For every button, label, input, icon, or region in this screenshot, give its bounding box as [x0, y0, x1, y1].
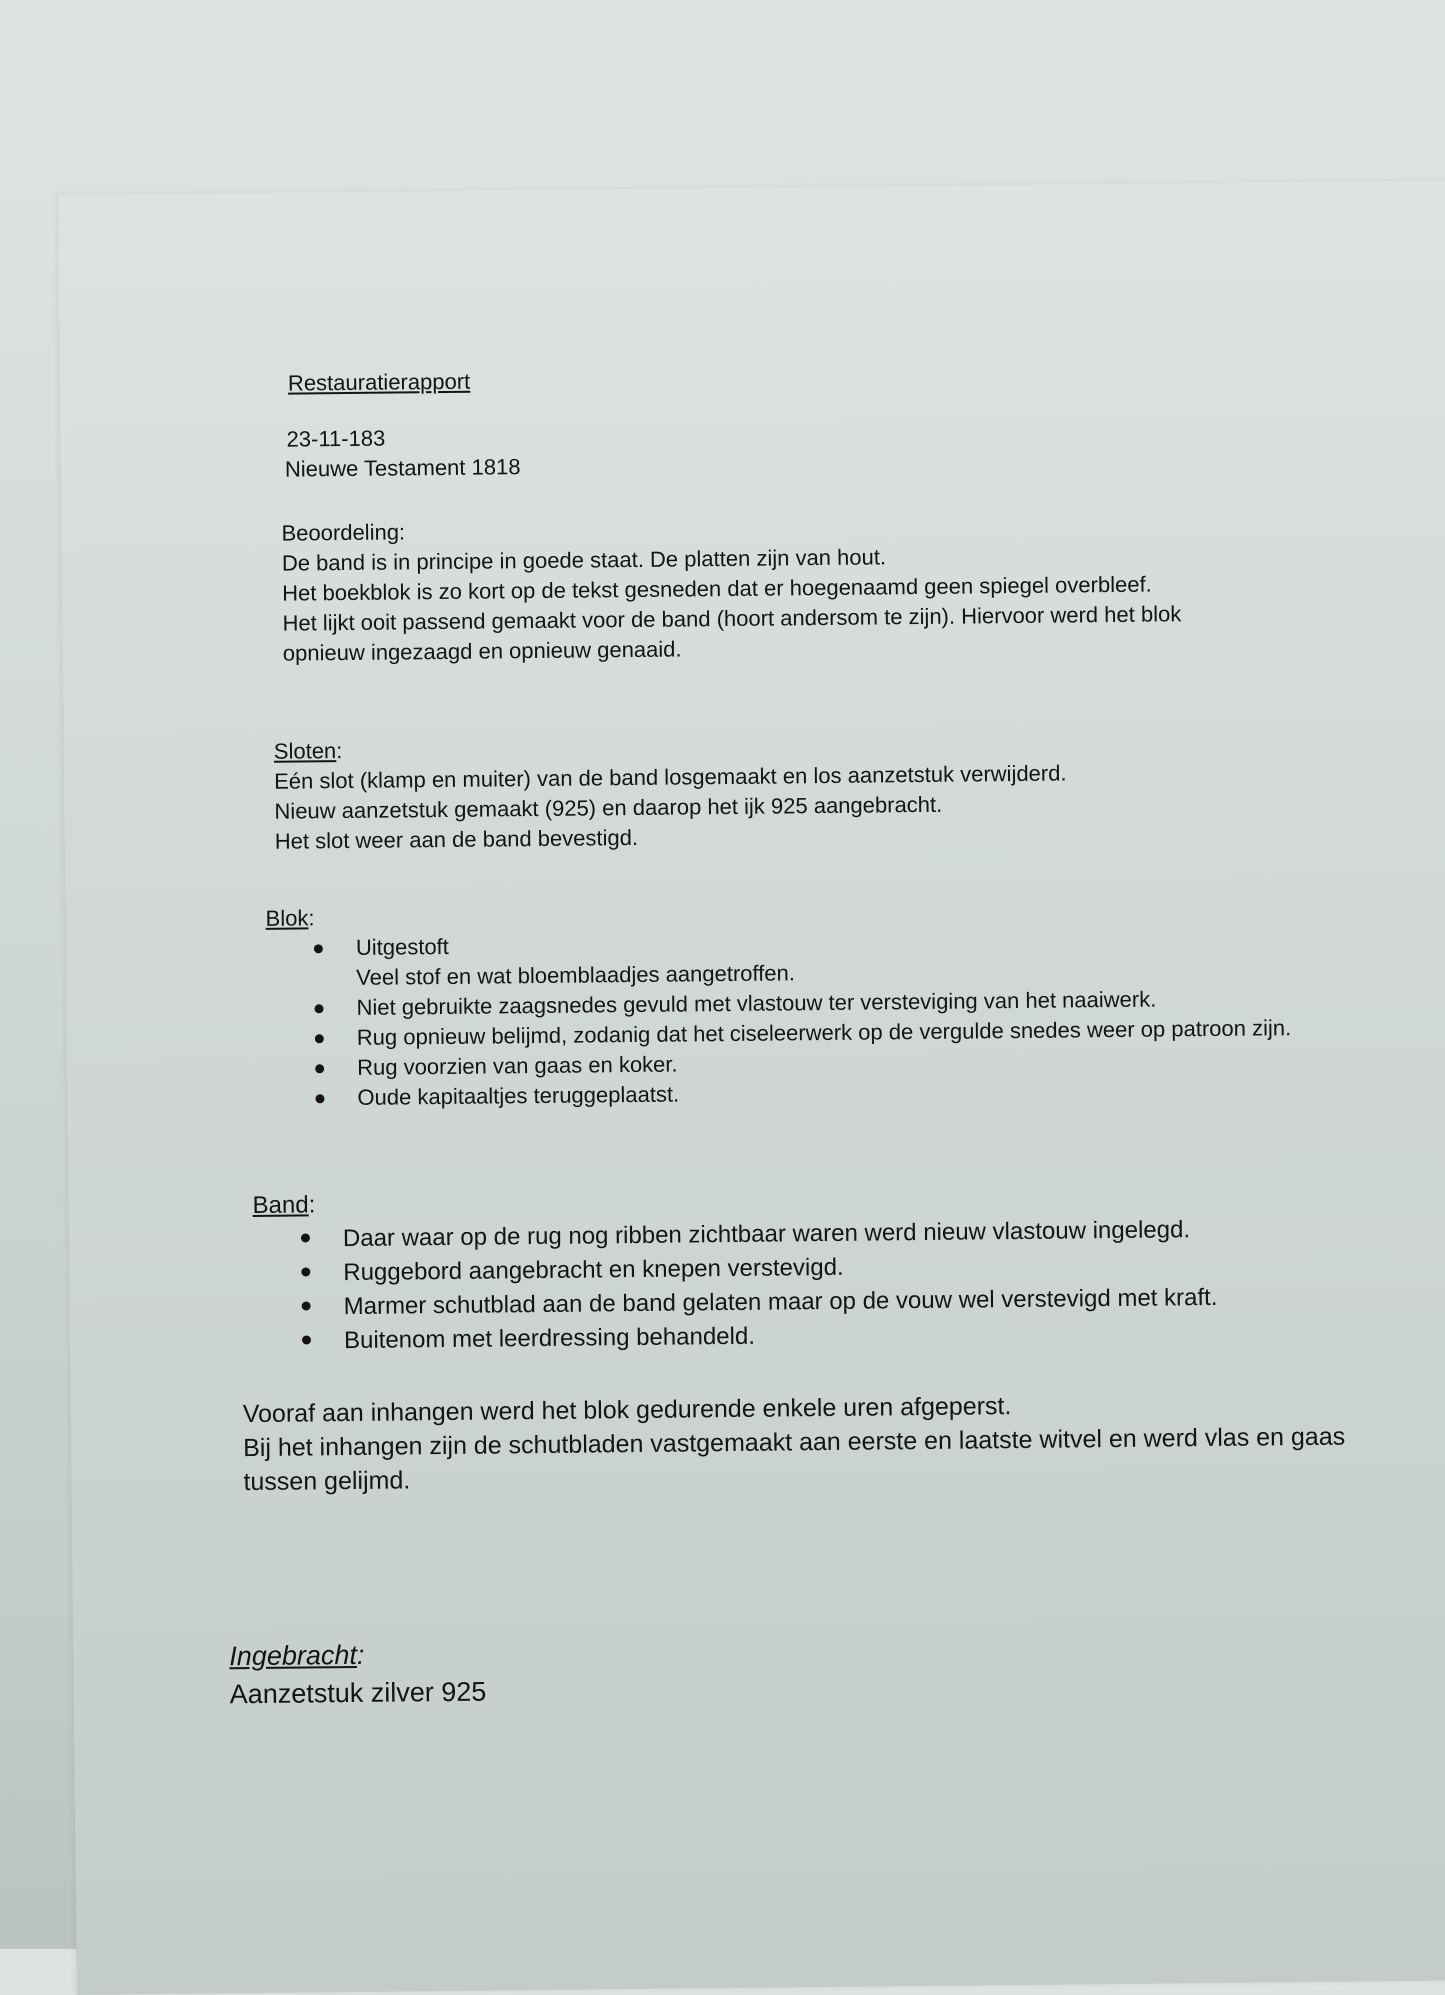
band-colon: : — [308, 1191, 316, 1219]
band-item-text: Marmer schutblad aan de band gelaten maar op de vouw wel verstevigd met kraft. — [343, 1283, 1218, 1321]
list-item — [306, 923, 1347, 994]
beoordeling-heading: Beoordeling: — [281, 519, 406, 546]
blok-colon: : — [308, 905, 315, 931]
paper-sheet — [58, 180, 1445, 1995]
afsluiting-line: Bij het inhangen zijn de schutbladen vastgemaakt aan eerste en laatste witvel en werd vlas en gaas — [242, 1422, 1346, 1463]
blok-item-sub: Veel stof en wat bloemblaadjes aangetroffen. — [356, 960, 796, 990]
beoordeling-line: Het boekblok is zo kort op de tekst gesneden dat er hoegenaamd geen spiegel overbleef. — [282, 571, 1152, 606]
band-item-text: Daar waar op de rug nog ribben zichtbaar waren werd nieuw vlastouw ingelegd. — [342, 1216, 1191, 1253]
section-sloten — [274, 725, 1395, 857]
afsluiting-line: tussen gelijmd. — [243, 1466, 411, 1497]
ingebracht-colon: : — [356, 1639, 365, 1670]
beoordeling-line: De band is in principe in goede staat. De platten zijn van hout. — [281, 544, 887, 576]
blok-item-text: Niet gebruikte zaagsnedes gevuld met vlastouw ter versteviging van het naaiwerk. — [356, 986, 1157, 1020]
blok-item-text: Rug opnieuw belijmd, zodanig dat het ciseleerwerk op de vergulde snedes weer op patroon zijn. — [356, 1015, 1292, 1050]
blok-item-text: Uitgestoft — [355, 933, 449, 960]
section-beoordeling — [281, 507, 1393, 669]
section-band — [252, 1177, 1400, 1359]
report-title: Restauratierapport — [287, 368, 471, 396]
section-ingebracht — [229, 1625, 1404, 1713]
ingebracht-heading: Ingebracht — [229, 1639, 358, 1672]
blok-list — [306, 923, 1348, 1114]
sloten-line: Eén slot (klamp en muiter) van de band losgemaakt en los aanzetstuk verwijderd. — [274, 760, 1067, 794]
ingebracht-line: Aanzetstuk zilver 925 — [229, 1676, 487, 1710]
section-blok — [265, 892, 1397, 1114]
band-item-text: Ruggebord aangebracht en knepen verstevigd. — [343, 1253, 844, 1287]
report-date: 23-11-183 — [286, 425, 386, 452]
band-heading: Band — [252, 1191, 309, 1220]
blok-heading: Blok — [265, 905, 309, 931]
beoordeling-line: Het lijkt ooit passend gemaakt voor de band (hoort andersom te zijn). Hiervoor werd het blok — [282, 601, 1182, 636]
report-subject: Nieuwe Testament 1818 — [284, 454, 521, 482]
sloten-heading: Sloten — [273, 738, 337, 764]
section-afsluiting — [243, 1385, 1402, 1499]
blok-item-text: Rug voorzien van gaas en koker. — [357, 1051, 678, 1080]
afsluiting-line: Vooraf aan inhangen werd het blok gedurende enkele uren afgeperst. — [242, 1392, 1012, 1429]
sloten-line: Nieuw aanzetstuk gemaakt (925) en daarop het ijk 925 aangebracht. — [274, 791, 943, 824]
band-list — [293, 1211, 1400, 1359]
sloten-colon: : — [336, 738, 343, 764]
band-item-text: Buitenom met leerdressing behandeld. — [343, 1322, 756, 1355]
sloten-line: Het slot weer aan de band bevestigd. — [274, 824, 639, 854]
beoordeling-line: opnieuw ingezaagd en opnieuw genaaid. — [282, 636, 682, 666]
report-header — [210, 357, 1391, 485]
report-content — [210, 357, 1390, 1710]
blok-item-text: Oude kapitaaltjes teruggeplaatst. — [357, 1081, 680, 1110]
